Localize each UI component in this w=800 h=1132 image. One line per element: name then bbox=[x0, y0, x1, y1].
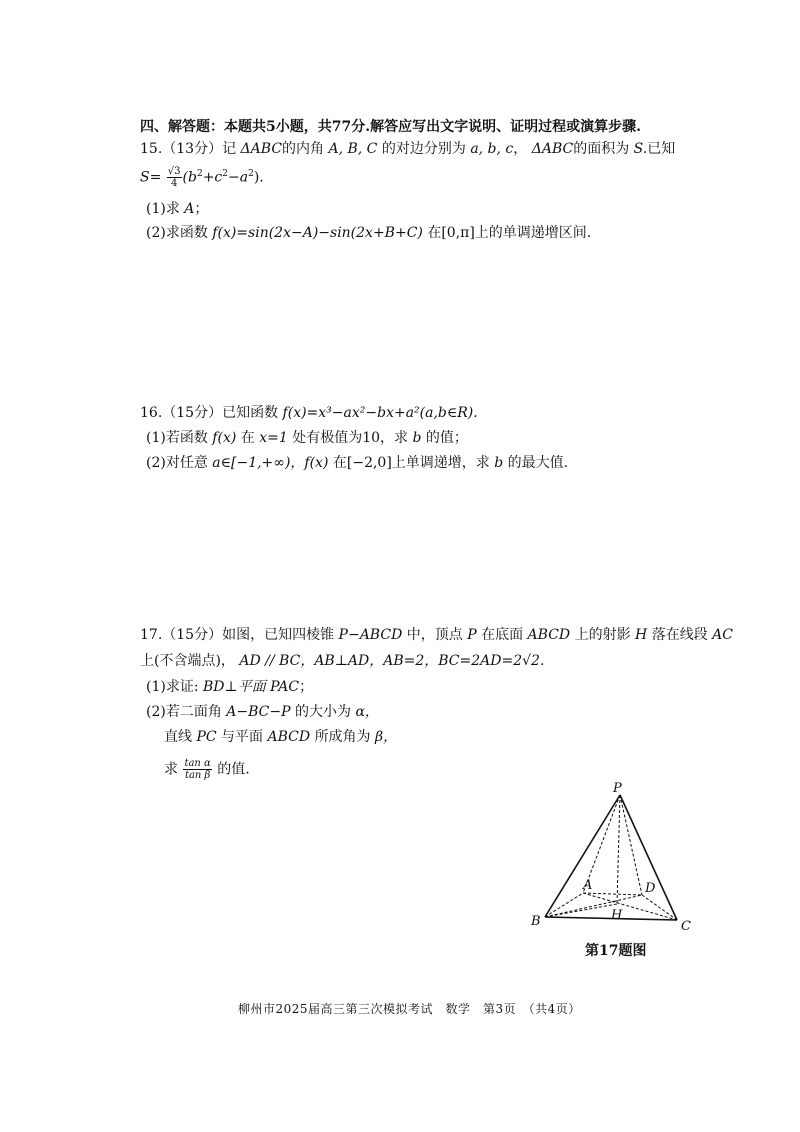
q17-intro-text: 17.（15分）如图，已知四棱锥 bbox=[140, 627, 335, 643]
q17-part1-end: ； bbox=[299, 679, 314, 695]
q17-base: ABCD bbox=[527, 627, 571, 643]
q17-part1-label: (1)求证: bbox=[146, 679, 199, 695]
q17-part1 bbox=[146, 678, 313, 696]
q17-base-2: ABCD bbox=[267, 729, 311, 745]
edge-PB bbox=[545, 795, 620, 917]
q16-part1-f: f(x) bbox=[212, 430, 237, 446]
q16-func: f(x)=x³−ax²−bx+a²(a,b∈R). bbox=[282, 405, 478, 421]
q15-area-var: S. bbox=[633, 141, 648, 157]
q17-pyramid: P−ABCD bbox=[338, 627, 403, 643]
q17-part2-angle: A−BC−P bbox=[226, 704, 291, 720]
q17-ask: 求 bbox=[164, 761, 178, 778]
q16-part1-text: 在 bbox=[240, 430, 255, 446]
q17-part2 bbox=[146, 703, 379, 721]
tan-alpha: tan α bbox=[184, 758, 211, 769]
fraction-numerator: √3 bbox=[167, 166, 181, 177]
q16-part2-range: a∈[−1,+∞)，f(x) bbox=[212, 455, 329, 471]
q17-pc: PC bbox=[196, 729, 217, 745]
q15-part1-end: ； bbox=[194, 201, 209, 217]
formula-lhs: S= bbox=[140, 169, 162, 186]
q16-part1-label: (1)若函数 bbox=[146, 430, 208, 446]
label-A: A bbox=[583, 878, 593, 893]
label-P: P bbox=[613, 781, 622, 796]
q17-alpha: α， bbox=[355, 704, 379, 720]
q17-part2-line3 bbox=[164, 758, 250, 781]
figure-caption: 第17题图 bbox=[585, 943, 647, 959]
formula-part: (b bbox=[182, 169, 197, 186]
q16-part2-var: b bbox=[494, 455, 504, 471]
q15-text: 已知 bbox=[647, 141, 676, 157]
q17-intro-text5: 落在线段 bbox=[651, 627, 708, 643]
q17-line-label: 直线 bbox=[164, 729, 192, 745]
segment-PH bbox=[617, 795, 620, 904]
q17-p: P bbox=[467, 627, 477, 643]
q15-text: 的内角 bbox=[282, 141, 325, 157]
q17-part2-line2 bbox=[164, 728, 397, 746]
q15-triangle: ΔABC bbox=[240, 141, 283, 157]
formula-part: +c bbox=[202, 169, 223, 186]
q17-tan-fraction bbox=[183, 758, 211, 781]
fraction-denominator: 4 bbox=[170, 178, 178, 189]
q16-part1-var: b bbox=[412, 430, 422, 446]
diagonal-AC bbox=[583, 893, 677, 920]
label-C: C bbox=[681, 919, 691, 934]
section-header: 四、解答题：本题共5小题，共77分.解答应写出文字说明、证明过程或演算步骤. bbox=[140, 119, 641, 135]
q15-angles: A, B, C bbox=[328, 141, 378, 157]
q17-part1-bd: BD⊥平面 bbox=[203, 679, 266, 695]
q16-part2 bbox=[146, 454, 568, 472]
q16-part2-end: 的最大值. bbox=[507, 455, 569, 471]
q16-part2-text: 在[−2,0]上单调递增，求 bbox=[332, 455, 490, 471]
q15-sides: a, b, c bbox=[470, 141, 514, 157]
q17-ac: AC bbox=[712, 627, 733, 643]
q16-part2-label: (2)对任意 bbox=[146, 455, 208, 471]
q17-part2-label: (2)若二面角 bbox=[146, 704, 222, 720]
q15-score: 15.（13分）记 bbox=[140, 141, 237, 157]
label-D: D bbox=[645, 881, 656, 896]
q15-text: 的对边分别为 bbox=[381, 141, 466, 157]
edge-PD bbox=[620, 795, 642, 895]
q15-text: 的面积为 bbox=[573, 141, 630, 157]
q15-part1-var: A bbox=[184, 201, 195, 217]
formula-part: ). bbox=[253, 169, 264, 186]
q16-intro-text: 16.（15分）已知函数 bbox=[140, 405, 279, 421]
q17-intro bbox=[140, 626, 733, 644]
q16-part1-end: 的值； bbox=[425, 430, 468, 446]
label-B: B bbox=[531, 914, 541, 929]
page-footer: 柳州市2025届高三第三次模拟考试 数学 第3页 （共4页） bbox=[238, 1002, 581, 1016]
q17-angle-label: 所成角为 bbox=[314, 729, 371, 745]
q17-line2-text: 上(不含端点)， bbox=[140, 653, 235, 669]
q16-part1-text2: 处有极值为10，求 bbox=[292, 430, 409, 446]
q17-intro-text3: 在底面 bbox=[481, 627, 524, 643]
edge-AB bbox=[545, 893, 583, 917]
q15-part2-func: f(x)=sin(2x−A)−sin(2x+B+C) bbox=[212, 225, 423, 241]
q17-plane-label: 与平面 bbox=[221, 729, 264, 745]
q17-h: H bbox=[635, 627, 648, 643]
q17-value: 的值. bbox=[217, 761, 250, 778]
edge-AD bbox=[583, 893, 642, 895]
pyramid-figure bbox=[525, 780, 705, 960]
q15-part2-text: 在[0,π]上的单调递增区间. bbox=[427, 225, 592, 241]
q16-part1 bbox=[146, 429, 468, 447]
label-H: H bbox=[611, 908, 623, 923]
q15-part1-label: (1)求 bbox=[146, 201, 180, 217]
q16-part1-x: x=1 bbox=[259, 430, 288, 446]
q17-part2-text: 的大小为 bbox=[295, 704, 352, 720]
q15-part2-label: (2)求函数 bbox=[146, 225, 208, 241]
tan-beta: tan β bbox=[184, 770, 211, 781]
q15-part2 bbox=[146, 224, 591, 242]
formula-part: −a bbox=[228, 169, 249, 186]
q17-beta: β， bbox=[375, 729, 398, 745]
q15-intro: 15.（13分）记 ΔABC的内角 A, B, C 的对边分别为 a, b, c， ΔABC的面积为 S.已知 bbox=[140, 141, 676, 157]
q17-line2 bbox=[140, 652, 544, 670]
q17-part1-pac: PAC bbox=[270, 679, 300, 695]
q17-intro-text2: 中，顶点 bbox=[406, 627, 463, 643]
q15-formula: S= $\frac{√3}{4}$ $(b^2+c^2-a^2)$. bbox=[140, 166, 264, 189]
edge-PC bbox=[620, 795, 677, 920]
q17-intro-text4: 上的射影 bbox=[574, 627, 631, 643]
q16-intro bbox=[140, 404, 478, 422]
q15-part1 bbox=[146, 200, 208, 218]
q15-fraction bbox=[167, 166, 182, 189]
q15-triangle-2: ΔABC bbox=[531, 141, 574, 157]
q17-line2-cond: AD // BC，AB⊥AD，AB=2，BC=2AD=2√2. bbox=[239, 653, 545, 669]
